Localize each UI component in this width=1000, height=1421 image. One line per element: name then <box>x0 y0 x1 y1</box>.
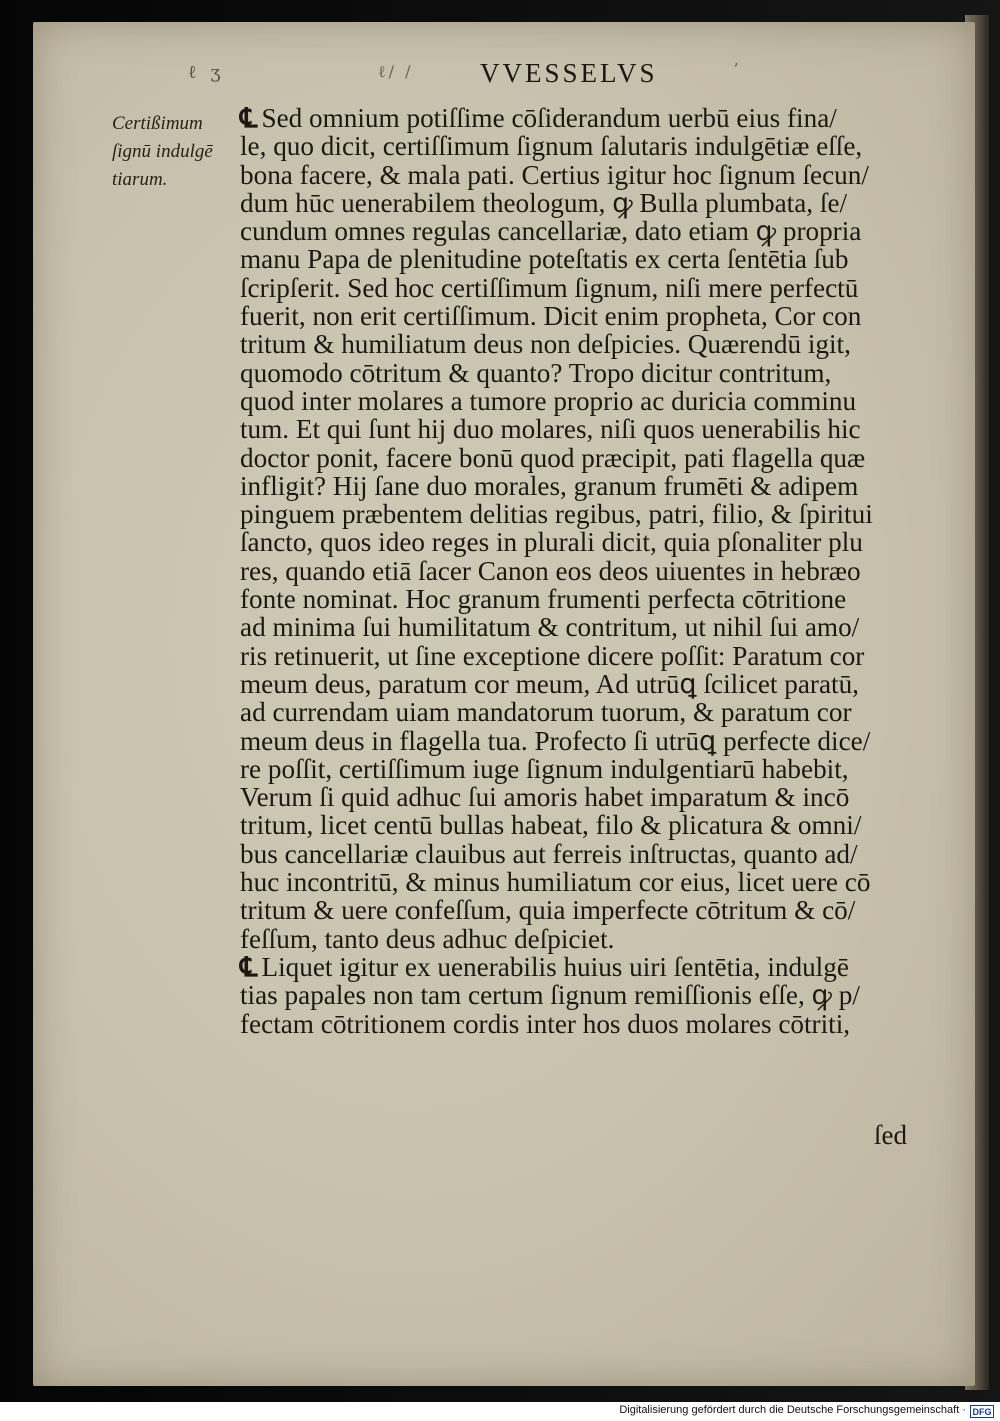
text-line <box>240 132 922 160</box>
text-line <box>240 642 922 670</box>
text-line-content: quomodo cōtritum & quanto? Tropo dicitur contritum, <box>240 357 832 388</box>
folio-mark: ℓ ʒ <box>188 62 225 83</box>
text-line-content: re poſſit, certiſſimum iuge ſignum indulgentiarū habebit, <box>240 753 849 784</box>
pilcrow-mark: ℄ <box>240 103 258 133</box>
text-line-content: manu Papa de plenitudine poteſtatis ex certa ſentētia ſub <box>240 244 849 275</box>
text-line <box>240 925 922 953</box>
main-text-block <box>240 104 922 1038</box>
text-line-content: res, quando etiā ſacer Canon eos deos uiuentes in hebræo <box>240 555 861 586</box>
text-line-content: tum. Et qui ſunt hĳ duo molares, niſi quos uenerabilis hic <box>240 414 861 445</box>
funding-credit: Digitalisierung gefördert durch die Deutsche Forschungsgemeinschaft · <box>619 1404 966 1416</box>
text-line-content: infligit? Hĳ ſane duo morales, granum frumēti & adipem <box>240 470 859 501</box>
text-line <box>240 330 922 358</box>
text-line-content: ad currendam uiam mandatorum tuorum, & paratum cor <box>240 697 852 728</box>
text-line <box>240 415 922 443</box>
text-line-content: tritum, licet centū bullas habeat, filo & plicatura & omni/ <box>240 810 862 841</box>
text-line-content: ad minima ſui humilitatum & contritum, ut nihil ſui amo/ <box>240 612 860 643</box>
text-line <box>240 302 922 330</box>
text-line <box>240 783 922 811</box>
text-line-content: fuerit, non erit certiſſimum. Dicit enim propheta, Cor con <box>240 301 862 332</box>
text-line <box>240 670 922 698</box>
head-mark: ʼ <box>733 60 739 79</box>
text-line-content: Liquet igitur ex uenerabilis huius uiri ſentētia, indulgē <box>261 951 849 982</box>
dfg-logo: DFG <box>970 1405 994 1418</box>
signature-mark: ℓ∕ ∕ <box>378 62 414 81</box>
text-line <box>240 472 922 500</box>
running-head <box>33 58 975 98</box>
text-line-content: fectam cōtritionem cordis inter hos duos molares cōtriti, <box>240 1008 851 1039</box>
text-line-content: le, quo dicit, certiſſimum ſignum ſalutaris indulgētiæ eſſe, <box>240 131 863 162</box>
text-line <box>240 245 922 273</box>
text-line-content: tritum & humiliatum deus non deſpicies. Quærendū igit, <box>240 329 851 360</box>
pilcrow-mark: ℄ <box>240 951 258 982</box>
text-line <box>240 868 922 896</box>
text-line <box>240 528 922 556</box>
text-line-content: ſancto, quos ideo reges in plurali dicit, quia pſonaliter plu <box>240 527 863 558</box>
marginal-note-line: ſignū indulgē <box>112 141 213 162</box>
text-line <box>240 896 922 924</box>
text-line <box>240 840 922 868</box>
text-line <box>240 698 922 726</box>
running-title: VVESSELVS <box>480 58 658 88</box>
text-line-content: Verum ſi quid adhuc ſui amoris habet imparatum & incō <box>240 782 850 813</box>
marginal-note-line: Certißimum <box>112 113 203 134</box>
text-line <box>240 811 922 839</box>
text-line-content: doctor ponit, facere bonū quod præcipit, pati flagella quæ <box>240 442 866 473</box>
text-line-content: meum deus in flagella tua. Profecto ſi utrūꝗ perfecte dice/ <box>240 725 871 756</box>
text-line-content: bus cancellariæ clauibus aut ferreis inſtructas, quanto ad/ <box>240 838 858 869</box>
text-line <box>240 981 922 1009</box>
text-line <box>240 500 922 528</box>
text-line <box>240 444 922 472</box>
text-line <box>240 1010 922 1038</box>
text-line <box>240 217 922 245</box>
text-line <box>240 953 922 981</box>
text-line <box>240 727 922 755</box>
text-line-content: tias papales non tam certum ſignum remiſſionis eſſe, ꝙ p/ <box>240 980 860 1011</box>
text-line-content: pinguem præbentem delitias regibus, patri, filio, & ſpiritui <box>240 499 873 530</box>
text-line-content: feſſum, tanto deus adhuc deſpiciet. <box>240 923 615 954</box>
text-line <box>240 189 922 217</box>
text-line-content: cundum omnes regulas cancellariæ, dato etiam ꝙ propria <box>240 216 862 247</box>
text-line-content: ſcripſerit. Sed hoc certiſſimum ſignum, niſi mere perfectū <box>240 272 859 303</box>
footer-bar <box>0 1402 1000 1421</box>
text-line-content: dum hūc uenerabilem theologum, ꝙ Bulla plumbata, ſe/ <box>240 187 848 218</box>
text-line-content: tritum & uere confeſſum, quia imperfecte cōtritum & cō/ <box>240 895 856 926</box>
text-line <box>240 387 922 415</box>
text-line-content: meum deus, paratum cor meum, Ad utrūꝗ ſcilicet paratū, <box>240 668 859 699</box>
text-line <box>240 274 922 302</box>
text-line-content: huc incontritū, & minus humiliatum cor eius, licet uere cō <box>240 867 871 898</box>
text-line-content: quod inter molares a tumore proprio ac duricia comminu <box>240 385 857 416</box>
marginal-note <box>112 110 232 194</box>
text-line <box>240 104 922 132</box>
text-line-content: fonte nominat. Hoc granum frumenti perfecta cōtritione <box>240 584 847 615</box>
text-line <box>240 359 922 387</box>
text-line <box>240 161 922 189</box>
text-line-content: Sed omnium potiſſime cōſiderandum uerbū eius fina/ <box>261 103 837 133</box>
text-line-content: ris retinuerit, ut ſine exceptione dicere poſſit: Paratum cor <box>240 640 865 671</box>
text-line-content: bona facere, & mala pati. Certius igitur hoc ſignum ſecun/ <box>240 159 869 190</box>
text-line <box>240 585 922 613</box>
text-line <box>240 755 922 783</box>
text-line <box>240 557 922 585</box>
catchword: ſed <box>874 1120 907 1150</box>
text-line <box>240 613 922 641</box>
marginal-note-line: tiarum. <box>112 169 168 190</box>
